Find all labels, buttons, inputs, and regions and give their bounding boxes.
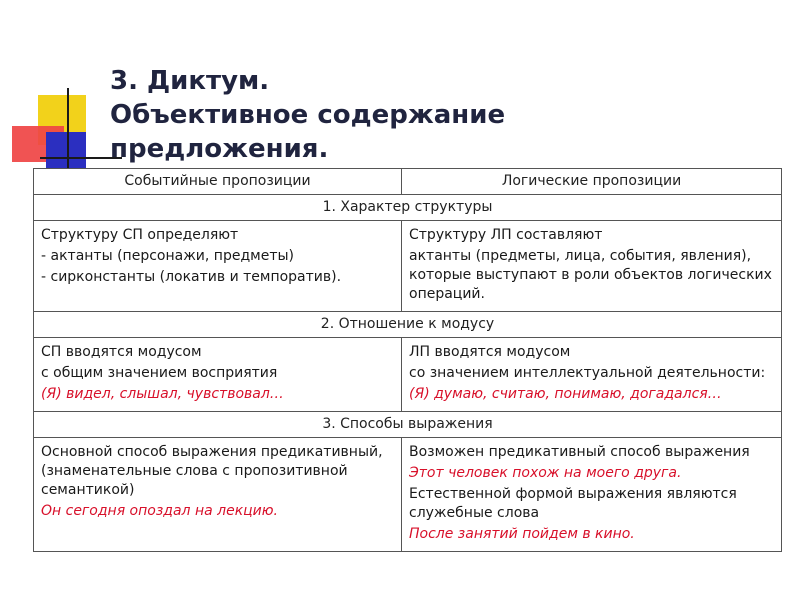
cell-text: - актанты (персонажи, предметы) — [41, 248, 294, 264]
cell-text: актанты (предметы, лица, события, явления), которые выступают в роли объектов логических операций. — [409, 248, 772, 302]
table-row — [34, 221, 782, 312]
header-logical-propositions: Логические пропозиции — [402, 169, 782, 195]
cell-expression-logical — [402, 438, 782, 552]
header-event-propositions: Событийные пропозиции — [34, 169, 402, 195]
cell-expression-event — [34, 438, 402, 552]
section-title-row — [34, 195, 782, 221]
cell-text: - сирконстанты (локатив и темпоратив). — [41, 269, 342, 285]
cell-text: Структуру СП определяют — [41, 227, 239, 243]
example-text: Он сегодня опоздал на лекцию. — [41, 503, 279, 519]
cell-text: Основной способ выражения предикативный, (знаменательные слова с пропозитивной семантикой) — [41, 444, 383, 498]
section-title-modus: 2. Отношение к модусу — [34, 312, 782, 338]
decorative-vertical-line — [67, 88, 69, 176]
section-title-expression: 3. Способы выражения — [34, 412, 782, 438]
example-text: Этот человек похож на моего друга. — [409, 465, 682, 481]
section-title-row — [34, 312, 782, 338]
section-title-structure: 1. Характер структуры — [34, 195, 782, 221]
table-header-row — [34, 169, 782, 195]
title-line-3: предложения. — [110, 134, 329, 164]
slide-title — [110, 64, 505, 166]
cell-text: ЛП вводятся модусом — [409, 344, 571, 360]
decorative-blue-square — [46, 132, 86, 172]
title-line-2: Объективное содержание — [110, 100, 506, 130]
cell-text: Естественной формой выражения являются служебные слова — [409, 486, 737, 521]
comparison-table — [33, 168, 782, 552]
section-title-row — [34, 412, 782, 438]
cell-structure-event — [34, 221, 402, 312]
cell-structure-logical — [402, 221, 782, 312]
cell-text: с общим значением восприятия — [41, 365, 278, 381]
table-row — [34, 438, 782, 552]
example-text: После занятий пойдем в кино. — [409, 526, 635, 542]
cell-text: со значением интеллектуальной деятельности: — [409, 365, 766, 381]
table-row — [34, 338, 782, 412]
cell-text: Структуру ЛП составляют — [409, 227, 603, 243]
example-text: (Я) видел, слышал, чувствовал… — [41, 386, 284, 402]
cell-text: Возможен предикативный способ выражения — [409, 444, 750, 460]
example-text: (Я) думаю, считаю, понимаю, догадался… — [409, 386, 722, 402]
title-line-1: 3. Диктум. — [110, 66, 270, 96]
cell-text: СП вводятся модусом — [41, 344, 202, 360]
cell-modus-logical — [402, 338, 782, 412]
cell-modus-event — [34, 338, 402, 412]
